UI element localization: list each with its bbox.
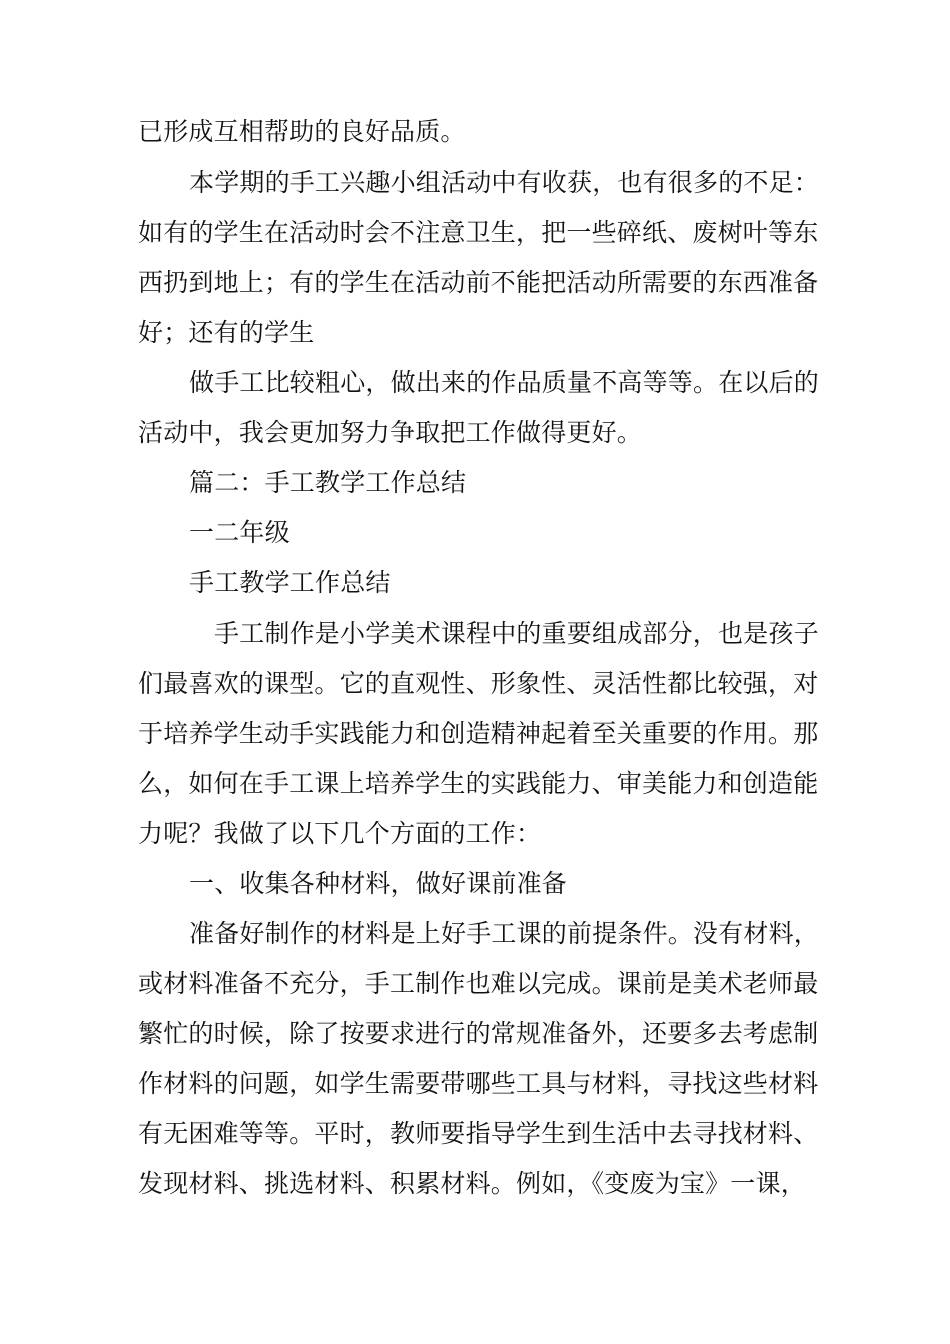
- text-line: 如有的学生在活动时会不注意卫生，把一些碎纸、废树叶等东: [138, 218, 819, 247]
- text-line: 们最喜欢的课型。它的直观性、形象性、灵活性都比较强，对: [138, 669, 819, 698]
- subsection-heading: 一、收集各种材料，做好课前准备: [189, 869, 568, 898]
- text-line: 于培养学生动手实践能力和创造精神起着至关重要的作用。那: [138, 719, 819, 748]
- text-line: 力呢？我做了以下几个方面的工作：: [138, 819, 542, 848]
- text-line: 作材料的问题，如学生需要带哪些工具与材料，寻找这些材料: [138, 1069, 819, 1098]
- text-line: 已形成互相帮助的良好品质。: [138, 117, 466, 146]
- paragraph-start: 准备好制作的材料是上好手工课的前提条件。没有材料，: [189, 919, 820, 948]
- section-heading: 篇二：手工教学工作总结: [189, 468, 467, 497]
- text-line: 发现材料、挑选材料、积累材料。例如，《变废为宝》一课，: [138, 1169, 806, 1198]
- grade-heading: 一二年级: [189, 518, 290, 547]
- text-line: 活动中，我会更加努力争取把工作做得更好。: [138, 418, 643, 447]
- paragraph-start: 手工制作是小学美术课程中的重要组成部分，也是孩子: [214, 619, 819, 648]
- title-heading: 手工教学工作总结: [189, 568, 391, 597]
- text-line: 西扔到地上；有的学生在活动前不能把活动所需要的东西准备: [138, 268, 819, 297]
- paragraph-start: 做手工比较粗心，做出来的作品质量不高等等。在以后的: [189, 368, 820, 397]
- text-line: 好；还有的学生: [138, 318, 315, 347]
- text-line: 或材料准备不充分，手工制作也难以完成。课前是美术老师最: [138, 969, 819, 998]
- text-line: 繁忙的时候，除了按要求进行的常规准备外，还要多去考虑制: [138, 1019, 819, 1048]
- paragraph-start: 本学期的手工兴趣小组活动中有收获，也有很多的不足：: [189, 168, 820, 197]
- text-line: 么，如何在手工课上培养学生的实践能力、审美能力和创造能: [138, 769, 819, 798]
- text-line: 有无困难等等。平时，教师要指导学生到生活中去寻找材料、: [138, 1119, 819, 1148]
